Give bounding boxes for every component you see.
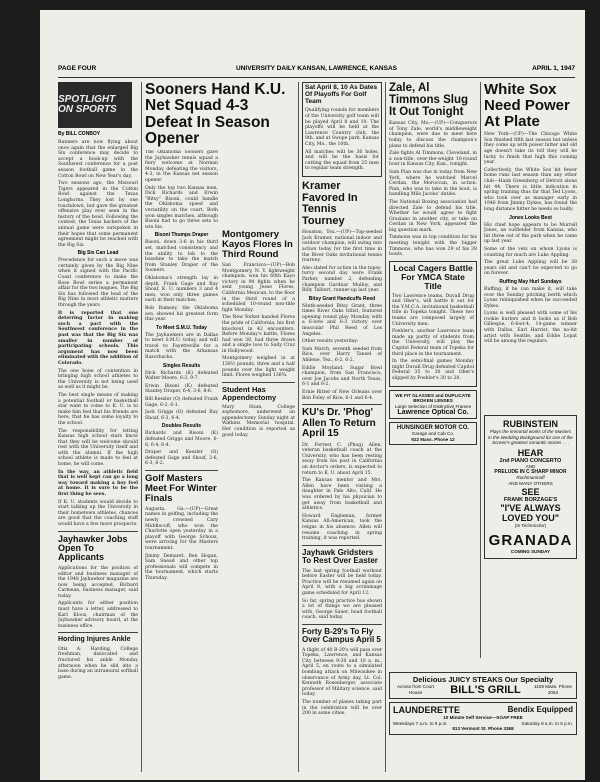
article-paragraph: The last spring football workout before Easter will be held today. Practice will be resumed again on April 8, with a big scrimmage game scheduled for April 12. bbox=[302, 568, 382, 596]
article-paragraph: Precedence for such a move was certainly given by the Big Nine when it signed with the Pacific Coast conference to make the Rose Bowl series a permanent affair for the two leagues. The Big Six has followed the lead of the Big Nine in most athletic matters through the years. bbox=[58, 258, 138, 309]
article-paragraph: Collectively, the White Sox hit fewer home runs last season than any other club—Hank Greenberg of Detroit alone hit 44. There is little indication in spring training thus far that Ted Lyons, who took over as manager early in 1946 from Jimmy Dykes, has found the long distance hitter he needs so badly. bbox=[484, 167, 577, 212]
article-subhead: Big Six Can Lead bbox=[77, 250, 119, 257]
ad-headline: Bendix Equipped bbox=[507, 705, 573, 714]
ad-headline: Delicious JUICY STEAKS Our Specialty bbox=[412, 675, 554, 684]
ad-address: 922 Mass. Phone 12 bbox=[411, 436, 455, 442]
ad-piece-2: PRELUDE IN C SHARP MINOR bbox=[494, 469, 567, 476]
article-paragraph: Augusta, Ga.—(UP)—Great names in golfing, including the newly crowned Cary Middlecoff, who won the Charlotte open yesterday in a playoff with George Schoux, were arriving for the Masters tournament. bbox=[145, 506, 218, 552]
headline-kramer-favored: Kramer Favored In Tennis Tourney bbox=[302, 179, 358, 227]
article-paragraph: His chief hope appears to be Murrell Jones, an outfielder from Kansas, who hit three out of the park when he came up last year. bbox=[484, 222, 577, 245]
article-paragraph: Qualifying rounds for members of the University golf team will be played April 8 and 10. The playoffs will be held at the Lawrence Country club, the 8th, and at Swope park, Kansas City, Mo., the 10th. bbox=[305, 108, 379, 147]
lower-ads bbox=[389, 672, 577, 735]
ad-rubinstein bbox=[484, 415, 577, 559]
article-paragraph: It is reported that one deterring factor in making such a pact with the Southwest conference in the past was that the Big Six was smaller in number of participating schools. This argument has now been eliminated with the addition of Colorado. bbox=[58, 310, 138, 366]
spotlight-logo-text: SPOTLIGHT ON SPORTS bbox=[58, 94, 117, 115]
ad-hunsinger-motor bbox=[389, 422, 477, 445]
article-paragraph: Other results yesterday: bbox=[302, 339, 359, 345]
headline-harding-injury: Hording Injures Ankle bbox=[58, 636, 131, 644]
article-paragraph: The Oklahoma Sooners gave the Jayhawker tennis squad a fiery welcome at Norman Monday, defeating the visitors, 4-3, in the Kansas net season opener. bbox=[145, 150, 218, 184]
subcolumn-right bbox=[222, 150, 295, 584]
ad-business-name: LAUNDERETTE bbox=[393, 705, 460, 715]
article-paragraph: Applications for the position of editor and business manager of the 1948 Jayhawker magazine are now being accepted, Richard Carmean, business manager, said today. bbox=[58, 565, 138, 599]
column-white-sox-ads bbox=[484, 82, 577, 658]
column-golf-tennis-phog bbox=[302, 82, 382, 772]
article-paragraph: Richards and Bisoni (K) defeated Griggs and Moore, 6-8, 6-4, 6-4. bbox=[145, 431, 218, 448]
article-paragraph: Bob Ramsey, the Oklahoma ace, showed his greatest form this year. bbox=[145, 305, 218, 323]
headline-golf-masters: Golf Masters Meet For Winter Finals bbox=[145, 472, 217, 504]
article-paragraph: New York—(UP)—The Chicago White Sox finished fifth last season but unless they come up with power hitter and old age doesn't take its toll they will be lucky to finish that high this coming year. bbox=[484, 132, 577, 166]
ad-hours-saturday: Saturday 8 a.m. to 5 p.m. bbox=[521, 720, 573, 726]
ad-address: 813 Vermont St. Phone 3368 bbox=[452, 726, 514, 732]
column-tennis-golf bbox=[145, 82, 295, 772]
ad-text: 10 Minute Self Service—SOAP FREE bbox=[443, 715, 523, 720]
article-paragraph: Eddie Moyland, Sugar Bowl champion, from San Francisco, over Joe Jacobs and North Texas, 6-1 and 6-2. bbox=[302, 365, 382, 388]
article-paragraph: Applicants for either position must have a letter, addressed to Karl Klooz, chairman of the Jayhawker advisory board, at the business office. bbox=[58, 601, 138, 629]
folio-date: APRIL 1, 1947 bbox=[532, 65, 575, 72]
ad-headline: RUBINSTEIN bbox=[502, 419, 558, 429]
article-paragraph: In the semi-final games Monday night Duvall Drug defeated Capitol Federal 35 to 30 and Ober's slipped by Poehler's 30 to 28. bbox=[392, 359, 474, 381]
ad-technicolor: (In Technicolor) bbox=[514, 522, 547, 528]
ad-business-name: Lawrence Optical Co. bbox=[397, 409, 469, 417]
article-paragraph: Only the top two Kansas men, Dick Richards and Erwin "Bitsy" Bisoni, could handle the Oklahoma speed and versatility on the court. Both won singles matches, although Bisoni had to go three sets to win his. bbox=[145, 185, 218, 230]
article-paragraph: Zale fights Al Timmons, Cleveland, in a non-title, over-the-weight 10-round bout in Kansas City, Kan., tonight. bbox=[389, 151, 477, 168]
article-paragraph: Montgomery weighed in at 138½ pounds, three and a half pounds over the light weight limit. Flores weighed 136¾. bbox=[222, 356, 295, 379]
article-paragraph: The one bone of contention in bringing high school athletes to the University is not being used as well as it might be. bbox=[58, 368, 138, 391]
ad-rubinstein-granada bbox=[484, 415, 577, 559]
headline-golf-playoffs: Sat April 8, 10 As Dates Of Playoffs For Golf Team bbox=[305, 84, 378, 105]
article-paragraph: Jack Griggs (O) defeated Ray Shoaf, 6-3, 6-4. bbox=[145, 410, 218, 421]
headline-montgomery-flores: Montgomery Kayos Flores In Third Round bbox=[222, 229, 293, 260]
headline-zale-timmons: Zale, Al Timmons Slug It Out Tonight bbox=[389, 82, 469, 119]
article-paragraph: San Francisco—(UP)—Bob Montgomery, N. Y. lightweight champion, won his 60th Kayo victory in 90 fights when he sent young Jesse Flores, California Mexican, to the floor in the third round of a scheduled 10-round non-title fight Monday. bbox=[222, 262, 295, 313]
folio-page-number: PAGE FOUR bbox=[58, 65, 97, 72]
article-paragraph: Sam Match, seventh seeded from Rice, over Harry Tansel of Abilene, Tex., 6-2, 6-2. bbox=[302, 346, 382, 364]
article-paragraph: In the way, an athletic field that is well kept can go a long way toward making a boy feel at home. It is sure to be the first thing he sees. bbox=[58, 469, 138, 498]
article-subhead: To Meet S.M.U. Today bbox=[156, 324, 207, 331]
article-paragraph: The number of planes taking part in the celebration will be over 200 in some cities. bbox=[302, 700, 382, 717]
ad-and: AND bbox=[525, 463, 536, 469]
headline-appendectomy: Student Has Appendectomy bbox=[222, 384, 277, 402]
article-paragraph: The great Luke Appling will be 38 years old and can't be expected to go on forever. bbox=[484, 260, 577, 277]
ad-text: Plays the immortal works of the Masters in the Wedding Background for one of the Screen's greatest romantic stories . . . bbox=[488, 429, 573, 446]
column-byline: By BILL CONBOY bbox=[58, 131, 101, 137]
ad-director: FRANK BORZAGE'S bbox=[503, 496, 558, 503]
headline-sooners-tennis: Sooners Hand K.U. Net Squad 4-3 Defeat In Season Opener bbox=[145, 82, 286, 147]
ad-headline: WE FIT GLASSES and DUPLICATE BROKEN LENSES bbox=[395, 392, 471, 404]
article-paragraph: Kansas City, Mo.—(UP)—Conquerors of Tony Zale, world's middleweight champion, were due to meet here today to discuss the champion's plans to defend his title. bbox=[389, 121, 477, 149]
article-paragraph: Howard Engleman, former Kansas All-American, took the reigns in his absence. Allen will resume coaching in spring training, it was reported. bbox=[302, 513, 382, 542]
article-subhead: Doubles Results bbox=[161, 423, 202, 430]
article-paragraph: Draper and Kessler (O) defeated Gage and Shoaf, 2-6, 6-3, 6-2. bbox=[145, 450, 218, 467]
ad-see: SEE bbox=[521, 486, 540, 497]
article-paragraph: If K. U. students would decide to start talking up the University in their hometown athletes, chances are good that the coaching staff would have a few more prospects. bbox=[58, 499, 138, 527]
subcolumn-left bbox=[145, 150, 218, 584]
article-paragraph: The Kansas mentor and Mrs. Allen have been visiting a daughter in Palo Alto, Calif. He was ordered by his physician to get away from basketball and athletics. bbox=[302, 478, 382, 512]
ad-theater-name: GRANADA bbox=[488, 532, 573, 550]
folio-masthead: UNIVERSITY DAILY KANSAN, LAWRENCE, KANSAS bbox=[236, 65, 397, 72]
headline-local-cagers: Local Cagers Battle For YMCA State Title bbox=[393, 262, 473, 291]
article-paragraph: Two seasons ago, the Missouri Tigers appeared in the Cotton Bowl against the Texas Longhorns. They lost by one touchdown, but gave the greatest offensive play ever seen in the history of the bowl. Following the contest, the Texas backers of the annual game were outspoken in their hopes that some permanent agreement might be reached with the Big Six. bbox=[58, 181, 138, 248]
article-paragraph: Bisoni, down 3-6 in his third set, matched consistency and the ability to lob to the baseline to take the match from Stanley Draper of the Sooners. bbox=[145, 240, 218, 274]
article-paragraph: So far, spring practice has shown a lot of things we are pleased with, George Sauer, head football coach, said today. bbox=[302, 598, 382, 621]
article-paragraph: The responsibility for letting Kansas high school stars know that they will be welcome should rest with the University itself and with the alumni. If the high school athlete is made to feel at home, he will come. bbox=[58, 428, 138, 468]
ad-address: 1109 Mass. Phone 2054 bbox=[534, 684, 572, 695]
article-paragraph: Houston, Tex.—(UP)—Top-seeded Jack Kramer, national indoor and outdoor champion, will swing into action today for the first time in the River Oaks invitational tennis tourney. bbox=[302, 230, 382, 264]
column-sports-spotlight bbox=[58, 82, 138, 772]
article-paragraph: Dick Richards (K) defeated Walter Moore, 6-3, 9-7. bbox=[145, 370, 218, 382]
spotlight-logo bbox=[58, 82, 132, 128]
article-paragraph: The best single means of making a potential football or basketball star want to come to K. U. is to make him feel that his friends are here, that he has some loyalty to the school. bbox=[58, 392, 138, 426]
ad-business-name: HUNSINGER MOTOR CO. bbox=[396, 425, 470, 432]
headline-gridsters-easter: Jayhawk Gridsters To Rest Over Easter bbox=[302, 547, 378, 566]
article-paragraph: Oklahoma's strength lay in depth. Frank Gage and Ray Shoaf, K. U. numbers 3 and 4 men, won only three games each in their matches. bbox=[145, 275, 218, 304]
article-paragraph: Lyons is well pleased with some of his rookie hurlers and it looks as if Bob Gillespie, 6-foot-4, 14-game winner with Dallas, Earl Harrist, the no-hit artist with Seattle, and Eddie Lopat will be among the regulars. bbox=[484, 311, 577, 345]
article-paragraph: Mary Stum, College sophomore, underwent an appendectomy Sunday night at Watkins Memorial hospital. Her condition is reported as good today. bbox=[222, 404, 295, 438]
ad-text: Large Selection of Distinctive Frames bbox=[394, 403, 472, 409]
ad-hours-weekdays: Weekdays 7 a.m. to 9 p.m. bbox=[393, 720, 448, 726]
article-paragraph: Ninth-seeded Bitsy Grant, three times River Oaks titlist, featured opening round play Monday with a 6-love and 6-3 victory over muscular Phil Reed of Los Angeles. bbox=[302, 303, 382, 337]
headline-b29-flight: Forty B-29's To Fly Over Campus April 5 bbox=[302, 626, 381, 645]
ad-launderette bbox=[389, 702, 577, 735]
page-folio bbox=[58, 65, 575, 78]
article-paragraph: Also slated for action in the topsy-turvy second day were Frank Parker, number 2, defending champion Gardnar Mulloy, and Billy Talbert, runner-up last year. bbox=[302, 265, 382, 294]
ad-composer: Rachmaninoff bbox=[516, 475, 545, 481]
headline-white-sox: White Sox Need Power At Plate bbox=[484, 82, 570, 130]
article-paragraph: Some of the vets on whom Lyons is counting for much are Luke Appling. bbox=[484, 246, 577, 258]
article-paragraph: Ruffing, if he can make it, will take over the Sunday pitching berth which Lyons relinquished when he succeeded Dykes. bbox=[484, 286, 577, 309]
article-paragraph: Two Lawrence teams, Duvall Drug and Ober's, will battle it out for the Y.M.C.A. invitational basketball title in Topeka tonight. These two teams are composed largely of University men. bbox=[392, 293, 474, 327]
ad-location: Across from Court House bbox=[396, 684, 434, 695]
article-subhead: Ruffing May Hurl Sundays bbox=[499, 278, 562, 285]
ad-business-name: BILL'S GRILL bbox=[450, 684, 521, 696]
ad-many-others: AND MANY OTHERS bbox=[508, 480, 553, 486]
article-paragraph: Erwin Bisoni (K) defeated Stanley Draper, 6-4, 3-6, 8-6. bbox=[145, 383, 218, 395]
ad-hear: HEAR bbox=[517, 447, 544, 458]
article-paragraph: The Jayhawkers are in Dallas to meet S.M.U. today, and will travel to Fayetteville for a match with the Arkansas Razorbacks. bbox=[145, 332, 218, 361]
ad-piece-1: 2nd PIANO CONCERTO bbox=[499, 457, 562, 464]
ad-bills-grill bbox=[389, 672, 577, 699]
newspaper-page bbox=[40, 10, 585, 780]
article-paragraph: Poehler's, another Lawrence team made up partly of students from the University, will play the Capitol Federal team of Topeka for third place in the tournament. bbox=[392, 329, 474, 357]
article-paragraph: All matches will be 36 holes, and will be the basis for cutting the squad from 25 men to regular team strength. bbox=[305, 149, 379, 172]
article-paragraph: Otis A. Harding, College freshman, dislocated and fractured his ankle Monday afternoon when he slid into a base during an intramural softball game. bbox=[58, 646, 138, 680]
article-subhead: Bitsy Grant Handcuffs Reed bbox=[308, 295, 376, 302]
ad-film-title: "I'VE ALWAYS LOVED YOU" bbox=[500, 502, 561, 523]
article-paragraph: The New Yorker handed Flores the pride of California, his first knockout in 42 encounters. Before Monday's battle, Flores had won 38, had three draws and a single loss to Sally Cruz in Hollywood. bbox=[222, 315, 295, 354]
article-subhead: Bisoni Thumps Draper bbox=[154, 232, 209, 239]
article-paragraph: Bill Kessler (O) defeated Frank Gage, 6-2, 6-1. bbox=[145, 397, 218, 408]
article-paragraph: Jimmy Demaret, Ben Hogan, Sam Snead and other top professionals will compete in the tournament, which starts Thursday. bbox=[145, 553, 218, 581]
article-paragraph: Runners are now flying about once again that the enlarged Big Six conference may decide to accept a hook-up with the Southwest conference for a post season football game in the Cotton Bowl on New Year's day. bbox=[58, 140, 138, 179]
article-paragraph: Dr. Forrest C. (Phog) Allen, veteran basketball coach at the University, who has been resting away from his post in California on doctor's orders, is expected to return to K. U. about April 15. bbox=[302, 442, 382, 476]
article-paragraph: Sam Pian was due in today from New York, where he watched Marcel Cerdan, the Moroccan, in action. Pian, who was to take in the bout, is handling Milo Jacobs' duties. bbox=[389, 169, 477, 198]
golf-playoff-box bbox=[302, 82, 382, 177]
article-paragraph: Timmons was in top condition for his meeting tonight with the bigger Timmons, who has won 29 of his 38 bouts. bbox=[389, 235, 477, 258]
article-paragraph: The National Boxing association had directed Zale to defend his title. Whether he would agree to fight Graziano in another city, or take on Cerdan in New York, appeared the big question mark. bbox=[389, 199, 477, 233]
ad-coming-sunday: COMING SUNDAY bbox=[510, 549, 551, 555]
headline-phog-allen: KU's Dr. 'Phog' Allen To Return April 15 bbox=[302, 407, 376, 440]
ymca-title-box bbox=[389, 261, 477, 387]
ad-text: Garage and Cab Co. bbox=[411, 431, 455, 437]
column-boxing-ads bbox=[389, 82, 477, 772]
ad-lawrence-optical bbox=[389, 390, 477, 420]
headline-jayhawker-jobs: Jayhawker Jobs Open To Applicants bbox=[58, 533, 128, 563]
article-paragraph: A flight of 40 B-29's will pass over Topeka, Lawrence, and Kansas City between 9:30 and 10 a. m., April 5, en route to a simulated bombing attack on Milwaukee in observance of Army day, Lt. Col. Kenneth Rosenberger, associate professor of Military science, said today. bbox=[302, 647, 382, 698]
article-paragraph: Ernie Ritter of New Orleans over Bob Foley of Rice, 6-1 and 6-4. bbox=[302, 390, 382, 401]
article-subhead: Jones Looks Best bbox=[509, 214, 552, 221]
article-subhead: Singles Results bbox=[162, 362, 201, 369]
